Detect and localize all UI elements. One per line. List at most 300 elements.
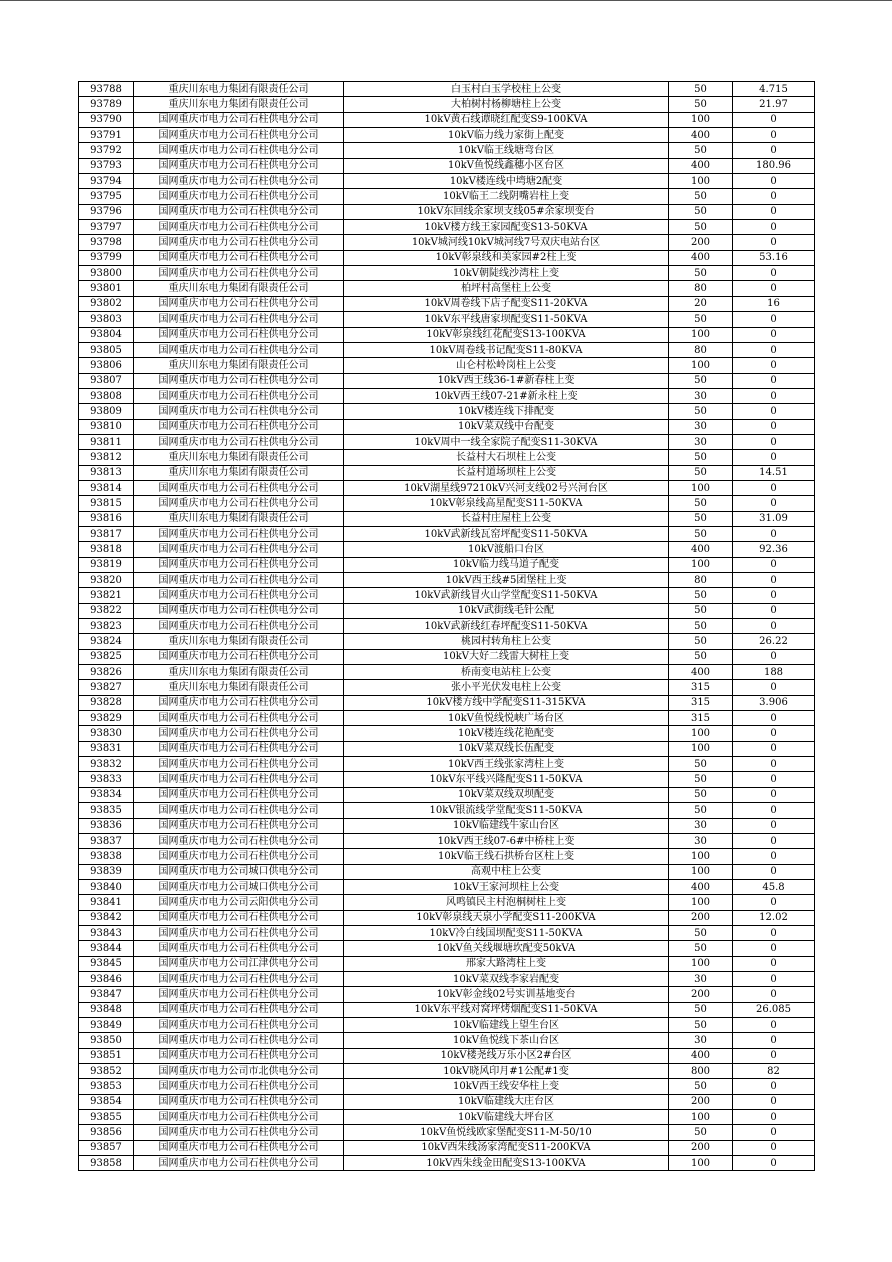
company-cell: 国网重庆市电力公司石柱供电分公司 [134,1125,344,1140]
capacity-cell: 800 [669,1064,733,1079]
company-cell: 国网重庆市电力公司石柱供电分公司 [134,1156,344,1171]
row-id-cell: 93816 [79,511,134,526]
transformer-name-cell: 10kV彰泉线红花配变S13-100KVA [344,327,669,342]
capacity-cell: 30 [669,1033,733,1048]
transformer-name-cell: 风鸣镇民主村泡桐树柱上变 [344,895,669,910]
table-row [79,803,815,818]
value-cell: 0 [733,941,815,956]
value-cell: 0 [733,174,815,189]
company-cell: 国网重庆市电力公司石柱供电分公司 [134,250,344,265]
row-id-cell: 93839 [79,864,134,879]
value-cell: 0 [733,312,815,327]
company-cell: 国网重庆市电力公司石柱供电分公司 [134,419,344,434]
table-row [79,327,815,342]
transformer-name-cell: 10kV彰泉线天泉小学配变S11-200KVA [344,910,669,925]
transformer-name-cell: 10kV东平线兴隆配变S11-50KVA [344,772,669,787]
table-row [79,1156,815,1171]
transformer-name-cell: 10kV武新线瓦窑坪配变S11-50KVA [344,526,669,541]
company-cell: 国网重庆市电力公司石柱供电分公司 [134,695,344,710]
transformer-name-cell: 10kV黄石线谭晓红配变S9-100KVA [344,112,669,127]
value-cell: 21.97 [733,97,815,112]
capacity-cell: 50 [669,511,733,526]
transformer-name-cell: 邢家大路湾柱上变 [344,956,669,971]
company-cell: 国网重庆市电力公司石柱供电分公司 [134,711,344,726]
capacity-cell: 50 [669,1017,733,1032]
table-row [79,296,815,311]
row-id-cell: 93814 [79,480,134,495]
company-cell: 国网重庆市电力公司石柱供电分公司 [134,818,344,833]
row-id-cell: 93811 [79,434,134,449]
row-id-cell: 93797 [79,220,134,235]
row-id-cell: 93835 [79,803,134,818]
row-id-cell: 93825 [79,649,134,664]
row-id-cell: 93799 [79,250,134,265]
transformer-name-cell: 10kV鱼悦线下茶山台区 [344,1033,669,1048]
row-id-cell: 93815 [79,496,134,511]
table-row [79,1079,815,1094]
value-cell: 0 [733,573,815,588]
table-row [79,450,815,465]
table-row [79,987,815,1002]
table-row [79,82,815,97]
transformer-name-cell: 10kV楼连线下排配变 [344,404,669,419]
table-row [79,511,815,526]
capacity-cell: 200 [669,235,733,250]
capacity-cell: 400 [669,158,733,173]
company-cell: 重庆川东电力集团有限责任公司 [134,665,344,680]
table-row [79,1048,815,1063]
company-cell: 重庆川东电力集团有限责任公司 [134,97,344,112]
transformer-name-cell: 10kV西朱线汤家湾配变S11-200KVA [344,1140,669,1155]
capacity-cell: 50 [669,465,733,480]
transformer-name-cell: 10kV临王线石拱桥台区柱上变 [344,849,669,864]
capacity-cell: 30 [669,818,733,833]
transformer-name-cell: 10kV临王线塘弯台区 [344,143,669,158]
table-row [79,373,815,388]
row-id-cell: 93823 [79,619,134,634]
row-id-cell: 93824 [79,634,134,649]
table-row [79,465,815,480]
table-row [79,542,815,557]
capacity-cell: 50 [669,496,733,511]
table-row [79,158,815,173]
transformer-name-cell: 10kV楼连线花艳配变 [344,726,669,741]
capacity-cell: 80 [669,573,733,588]
table-row [79,557,815,572]
value-cell: 0 [733,112,815,127]
row-id-cell: 93793 [79,158,134,173]
company-cell: 国网重庆市电力公司石柱供电分公司 [134,235,344,250]
company-cell: 国网重庆市电力公司石柱供电分公司 [134,1048,344,1063]
table-row [79,726,815,741]
row-id-cell: 93841 [79,895,134,910]
value-cell: 0 [733,987,815,1002]
row-id-cell: 93809 [79,404,134,419]
table-row [79,1033,815,1048]
capacity-cell: 50 [669,450,733,465]
row-id-cell: 93806 [79,358,134,373]
transformer-name-cell: 10kV西王线07-21#新永柱上变 [344,388,669,403]
company-cell: 国网重庆市电力公司石柱供电分公司 [134,143,344,158]
row-id-cell: 93844 [79,941,134,956]
capacity-cell: 200 [669,1140,733,1155]
value-cell: 0 [733,1094,815,1109]
transformer-name-cell: 10kV武新线红春坪配变S11-50KVA [344,619,669,634]
transformer-name-cell: 10kV鱼悦线悦峡广场台区 [344,711,669,726]
transformer-name-cell: 柏坪村高堡柱上公变 [344,281,669,296]
value-cell: 3.906 [733,695,815,710]
capacity-cell: 100 [669,480,733,495]
transformer-name-cell: 10kV东平线对窝坪烤烟配变S11-50KVA [344,1002,669,1017]
capacity-cell: 30 [669,388,733,403]
row-id-cell: 93818 [79,542,134,557]
value-cell: 12.02 [733,910,815,925]
capacity-cell: 50 [669,757,733,772]
capacity-cell: 50 [669,1002,733,1017]
transformer-name-cell: 10kV鱼悦线鑫穗小区台区 [344,158,669,173]
capacity-cell: 100 [669,1110,733,1125]
table-row [79,189,815,204]
transformer-name-cell: 长益村道场坝柱上公变 [344,465,669,480]
transformer-name-cell: 10kV临建线牛家山台区 [344,818,669,833]
company-cell: 国网重庆市电力公司石柱供电分公司 [134,204,344,219]
company-cell: 重庆川东电力集团有限责任公司 [134,634,344,649]
value-cell: 0 [733,849,815,864]
table-row [79,143,815,158]
company-cell: 国网重庆市电力公司石柱供电分公司 [134,526,344,541]
table-row [79,1064,815,1079]
transformer-name-cell: 10kV楼连线中塆塘2配变 [344,174,669,189]
company-cell: 国网重庆市电力公司石柱供电分公司 [134,342,344,357]
value-cell: 0 [733,1017,815,1032]
value-cell: 0 [733,925,815,940]
row-id-cell: 93853 [79,1079,134,1094]
value-cell: 0 [733,496,815,511]
value-cell: 0 [733,649,815,664]
transformer-name-cell: 10kV鱼关线堰塘坎配变50kVA [344,941,669,956]
capacity-cell: 30 [669,434,733,449]
row-id-cell: 93791 [79,128,134,143]
table-row [79,404,815,419]
capacity-cell: 400 [669,879,733,894]
table-row [79,204,815,219]
data-table [78,81,815,1171]
table-row [79,496,815,511]
value-cell: 188 [733,665,815,680]
company-cell: 国网重庆市电力公司石柱供电分公司 [134,803,344,818]
table-row [79,281,815,296]
table-row [79,864,815,879]
row-id-cell: 93788 [79,82,134,97]
company-cell: 重庆川东电力集团有限责任公司 [134,358,344,373]
table-row [79,1094,815,1109]
capacity-cell: 315 [669,695,733,710]
transformer-name-cell: 10kV菜双线中台配变 [344,419,669,434]
value-cell: 0 [733,833,815,848]
row-id-cell: 93840 [79,879,134,894]
row-id-cell: 93804 [79,327,134,342]
capacity-cell: 50 [669,373,733,388]
table-row [79,112,815,127]
row-id-cell: 93812 [79,450,134,465]
transformer-name-cell: 10kV菜双线李家岩配变 [344,971,669,986]
company-cell: 重庆川东电力集团有限责任公司 [134,465,344,480]
row-id-cell: 93837 [79,833,134,848]
transformer-name-cell: 10kV临建线大庄台区 [344,1094,669,1109]
transformer-name-cell: 10kV朝陡线沙湾柱上变 [344,266,669,281]
transformer-name-cell: 10kV渡船口台区 [344,542,669,557]
value-cell: 14.51 [733,465,815,480]
table-row [79,312,815,327]
transformer-name-cell: 10kV彰金线02号实训基地变台 [344,987,669,1002]
transformer-name-cell: 10kV菜双线双坝配变 [344,787,669,802]
row-id-cell: 93805 [79,342,134,357]
transformer-name-cell: 10kV城河线10kV城河线7号双庆电站台区 [344,235,669,250]
table-row [79,772,815,787]
row-id-cell: 93857 [79,1140,134,1155]
capacity-cell: 100 [669,741,733,756]
transformer-name-cell: 长益村大石坝柱上公变 [344,450,669,465]
transformer-name-cell: 白玉村白玉学校柱上公变 [344,82,669,97]
transformer-name-cell: 10kV楼方线中学配变S11-315KVA [344,695,669,710]
value-cell: 0 [733,1125,815,1140]
value-cell: 0 [733,619,815,634]
row-id-cell: 93848 [79,1002,134,1017]
company-cell: 国网重庆市电力公司石柱供电分公司 [134,266,344,281]
value-cell: 0 [733,711,815,726]
row-id-cell: 93819 [79,557,134,572]
row-id-cell: 93852 [79,1064,134,1079]
row-id-cell: 93858 [79,1156,134,1171]
table-row [79,787,815,802]
capacity-cell: 50 [669,266,733,281]
capacity-cell: 50 [669,204,733,219]
company-cell: 国网重庆市电力公司石柱供电分公司 [134,1094,344,1109]
value-cell: 82 [733,1064,815,1079]
capacity-cell: 400 [669,1048,733,1063]
transformer-name-cell: 10kV楼尧线万乐小区2#台区 [344,1048,669,1063]
capacity-cell: 50 [669,97,733,112]
table-row [79,266,815,281]
row-id-cell: 93808 [79,388,134,403]
table-row [79,649,815,664]
transformer-name-cell: 10kV武街线毛针公配 [344,603,669,618]
row-id-cell: 93856 [79,1125,134,1140]
capacity-cell: 50 [669,82,733,97]
transformer-name-cell: 10kV武新线冒火山学堂配变S11-50KVA [344,588,669,603]
table-row [79,818,815,833]
row-id-cell: 93789 [79,97,134,112]
table-row [79,1125,815,1140]
transformer-name-cell: 10kV临王二线阴嘴岩柱上变 [344,189,669,204]
row-id-cell: 93810 [79,419,134,434]
capacity-cell: 50 [669,404,733,419]
value-cell: 0 [733,189,815,204]
row-id-cell: 93800 [79,266,134,281]
capacity-cell: 200 [669,1094,733,1109]
value-cell: 0 [733,434,815,449]
company-cell: 国网重庆市电力公司石柱供电分公司 [134,496,344,511]
capacity-cell: 400 [669,128,733,143]
value-cell: 16 [733,296,815,311]
table-row [79,910,815,925]
capacity-cell: 50 [669,925,733,940]
row-id-cell: 93822 [79,603,134,618]
capacity-cell: 50 [669,312,733,327]
value-cell: 0 [733,404,815,419]
company-cell: 国网重庆市电力公司石柱供电分公司 [134,373,344,388]
transformer-name-cell: 山仑村松岭岗柱上公变 [344,358,669,373]
transformer-name-cell: 桃园村转角柱上公变 [344,634,669,649]
value-cell: 0 [733,741,815,756]
row-id-cell: 93813 [79,465,134,480]
transformer-name-cell: 10kV鱼悦线欧家堡配变S11-M-50/10 [344,1125,669,1140]
transformer-name-cell: 10kV临建线上望生台区 [344,1017,669,1032]
company-cell: 国网重庆市电力公司石柱供电分公司 [134,649,344,664]
capacity-cell: 200 [669,910,733,925]
capacity-cell: 400 [669,542,733,557]
value-cell: 0 [733,373,815,388]
table-row [79,757,815,772]
transformer-name-cell: 10kV彰泉线高星配变S11-50KVA [344,496,669,511]
row-id-cell: 93792 [79,143,134,158]
capacity-cell: 315 [669,680,733,695]
table-row [79,434,815,449]
value-cell: 0 [733,1079,815,1094]
capacity-cell: 50 [669,189,733,204]
value-cell: 0 [733,480,815,495]
row-id-cell: 93843 [79,925,134,940]
value-cell: 0 [733,772,815,787]
row-id-cell: 93794 [79,174,134,189]
company-cell: 国网重庆市电力公司石柱供电分公司 [134,112,344,127]
transformer-name-cell: 桥南变电站柱上公变 [344,665,669,680]
transformer-name-cell: 10kV王家河坝柱上公变 [344,879,669,894]
capacity-cell: 30 [669,833,733,848]
company-cell: 重庆川东电力集团有限责任公司 [134,450,344,465]
company-cell: 国网重庆市电力公司石柱供电分公司 [134,434,344,449]
table-row [79,603,815,618]
company-cell: 国网重庆市电力公司石柱供电分公司 [134,480,344,495]
capacity-cell: 200 [669,987,733,1002]
table-row [79,388,815,403]
capacity-cell: 50 [669,941,733,956]
company-cell: 国网重庆市电力公司石柱供电分公司 [134,1079,344,1094]
transformer-name-cell: 10kV东回线余家坝支线05#余家坝变台 [344,204,669,219]
table-row [79,573,815,588]
table-row [79,741,815,756]
transformer-name-cell: 10kV湖星线97210kV兴河支线02号兴河台区 [344,480,669,495]
capacity-cell: 50 [669,787,733,802]
value-cell: 0 [733,1033,815,1048]
value-cell: 0 [733,1140,815,1155]
row-id-cell: 93845 [79,956,134,971]
capacity-cell: 50 [669,526,733,541]
company-cell: 国网重庆市电力公司石柱供电分公司 [134,542,344,557]
value-cell: 0 [733,281,815,296]
value-cell: 31.09 [733,511,815,526]
value-cell: 0 [733,235,815,250]
table-row [79,619,815,634]
value-cell: 0 [733,864,815,879]
transformer-name-cell: 10kV西王线安华柱上变 [344,1079,669,1094]
value-cell: 0 [733,895,815,910]
capacity-cell: 80 [669,281,733,296]
company-cell: 国网重庆市电力公司石柱供电分公司 [134,603,344,618]
transformer-name-cell: 大柏树村杨柳塘柱上公变 [344,97,669,112]
transformer-name-cell: 10kV彰泉线和美家园#2柱上变 [344,250,669,265]
value-cell: 0 [733,358,815,373]
row-id-cell: 93849 [79,1017,134,1032]
row-id-cell: 93836 [79,818,134,833]
capacity-cell: 20 [669,296,733,311]
row-id-cell: 93838 [79,849,134,864]
table-row [79,235,815,250]
table-row [79,849,815,864]
company-cell: 国网重庆市电力公司石柱供电分公司 [134,296,344,311]
company-cell: 国网重庆市电力公司石柱供电分公司 [134,971,344,986]
row-id-cell: 93817 [79,526,134,541]
value-cell: 180.96 [733,158,815,173]
transformer-name-cell: 10kV银流线学堂配变S11-50KVA [344,803,669,818]
table-row [79,250,815,265]
table-row [79,1002,815,1017]
value-cell: 0 [733,557,815,572]
capacity-cell: 50 [669,649,733,664]
transformer-name-cell: 10kV西朱线金田配变S13-100KVA [344,1156,669,1171]
value-cell: 0 [733,526,815,541]
value-cell: 0 [733,1156,815,1171]
company-cell: 国网重庆市电力公司石柱供电分公司 [134,588,344,603]
value-cell: 0 [733,787,815,802]
table-row [79,480,815,495]
row-id-cell: 93790 [79,112,134,127]
transformer-name-cell: 10kV临力线力家街上配变 [344,128,669,143]
value-cell: 0 [733,603,815,618]
table-row [79,879,815,894]
value-cell: 0 [733,388,815,403]
value-cell: 53.16 [733,250,815,265]
transformer-name-cell: 10kV大好二线雷大树柱上变 [344,649,669,664]
row-id-cell: 93830 [79,726,134,741]
capacity-cell: 400 [669,250,733,265]
row-id-cell: 93842 [79,910,134,925]
company-cell: 国网重庆市电力公司石柱供电分公司 [134,1110,344,1125]
row-id-cell: 93827 [79,680,134,695]
table-row [79,634,815,649]
company-cell: 国网重庆市电力公司石柱供电分公司 [134,557,344,572]
capacity-cell: 50 [669,803,733,818]
capacity-cell: 50 [669,603,733,618]
transformer-name-cell: 长益村庄屋柱上公变 [344,511,669,526]
transformer-name-cell: 张小平光伏发电柱上公变 [344,680,669,695]
row-id-cell: 93807 [79,373,134,388]
row-id-cell: 93826 [79,665,134,680]
capacity-cell: 50 [669,619,733,634]
transformer-name-cell: 10kV西王线36-1#新春柱上变 [344,373,669,388]
transformer-name-cell: 10kV西王线07-6#中桥柱上变 [344,833,669,848]
company-cell: 国网重庆市电力公司石柱供电分公司 [134,388,344,403]
value-cell: 45.8 [733,879,815,894]
capacity-cell: 100 [669,895,733,910]
table-body [79,82,815,1171]
row-id-cell: 93850 [79,1033,134,1048]
value-cell: 26.085 [733,1002,815,1017]
row-id-cell: 93832 [79,757,134,772]
company-cell: 国网重庆市电力公司石柱供电分公司 [134,128,344,143]
company-cell: 国网重庆市电力公司江津供电分公司 [134,956,344,971]
capacity-cell: 30 [669,971,733,986]
